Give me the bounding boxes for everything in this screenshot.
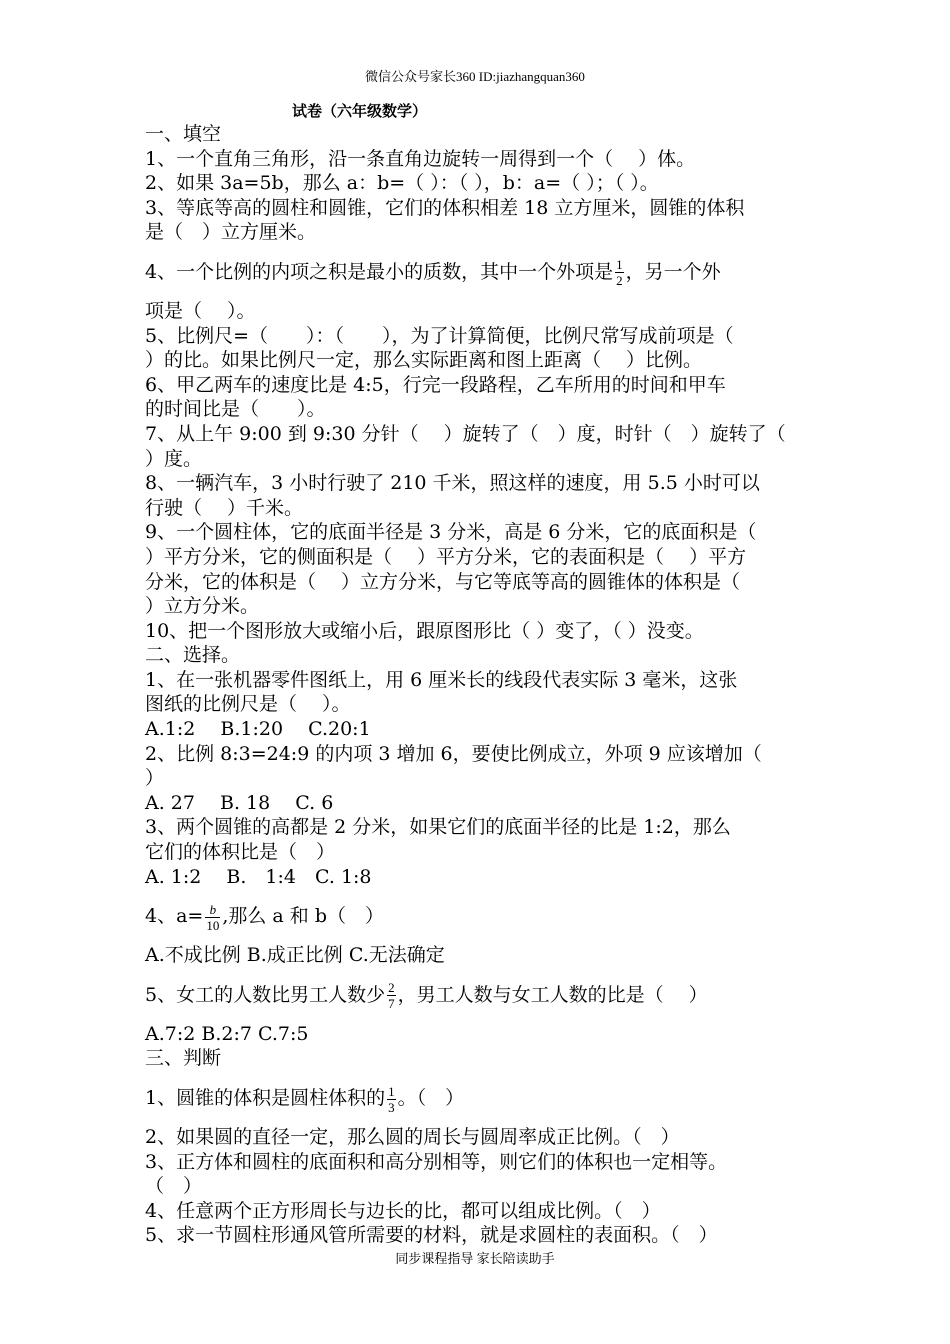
section-heading: 二、选择。: [145, 644, 241, 667]
answer-options: A.1:2 B.1:20 C.20:1: [145, 718, 371, 741]
question-text: 的时间比是（ ）。: [145, 398, 326, 421]
answer-options: A.不成比例 B.成正比例 C.无法确定: [145, 944, 445, 967]
question-fragment: ，另一个外: [625, 260, 721, 283]
question-text: 3、等底等高的圆柱和圆锥，它们的体积相差 18 立方厘米，圆锥的体积: [145, 196, 745, 219]
question-text: [145, 899, 813, 933]
variable-b: b: [209, 901, 217, 917]
fraction-numerator: 2: [388, 980, 395, 996]
question-fragment: 4、一个比例的内项之积是最小的质数，其中一个外项是: [145, 260, 614, 283]
question-text: ）: [145, 767, 165, 790]
question-fragment: ,那么 a 和 b（ ）: [222, 905, 384, 928]
question-text: ）立方分米。: [145, 595, 260, 618]
question-fragment: ，男工人数与女工人数的比是（ ）: [397, 983, 708, 1006]
question-text: 8、一辆汽车，3 小时行驶了 210 千米，照这样的速度，用 5.5 小时可以: [145, 472, 760, 495]
answer-options: A. 1:2 B. 1:4 C. 1:8: [145, 865, 372, 888]
question-text: 4、任意两个正方形周长与边长的比，都可以组成比例。（ ）: [145, 1199, 661, 1222]
question-text: 图纸的比例尺是（ ）。: [145, 693, 351, 716]
fraction-denominator: 2: [616, 273, 623, 289]
fraction-denominator: 10: [206, 917, 220, 933]
question-text: [145, 978, 813, 1012]
question-text: [145, 1081, 813, 1115]
section-heading: 三、判断: [145, 1047, 222, 1070]
answer-options: A.7:2 B.2:7 C.7:5: [145, 1022, 309, 1045]
fraction-denominator: 3: [388, 1099, 395, 1115]
question-text: 行驶（ ）千米。: [145, 496, 304, 519]
fraction-numerator: 1: [616, 257, 623, 273]
question-text: 7、从上午 9:00 到 9:30 分针（ ）旋转了（ ）度，时针（ ）旋转了（: [145, 422, 786, 445]
question-text: 6、甲乙两车的速度比是 4:5，行完一段路程，乙车所用的时间和甲车: [145, 373, 726, 396]
question-text: 10、把一个图形放大或缩小后，跟原图形比（ ）变了，（ ）没变。: [145, 619, 704, 642]
question-fragment: 5、女工的人数比男工人数少: [145, 983, 386, 1006]
fraction: [615, 257, 624, 288]
question-text: 它们的体积比是（ ）: [145, 841, 336, 864]
question-text: 2、如果圆的直径一定，那么圆的周长与圆周率成正比例。（ ）: [145, 1126, 680, 1148]
question-fragment: 。（ ）: [397, 1087, 465, 1109]
fraction-numerator: [205, 902, 220, 918]
question-fragment: 1、圆锥的体积是圆柱体积的: [145, 1087, 386, 1109]
fraction: [205, 902, 220, 933]
question-text: 项是（ ）。: [145, 299, 256, 322]
exam-title: 试卷（六年级数学）: [292, 102, 428, 120]
exam-content: [145, 122, 813, 1248]
question-text: 5、求一节圆柱形通风管所需要的材料，就是求圆柱的表面积。（ ）: [145, 1224, 718, 1247]
question-fragment: 4、a=: [145, 905, 204, 928]
question-text: 5、比例尺=（ ）：（ ），为了计算简便，比例尺常写成前项是（: [145, 324, 734, 347]
page-header: 微信公众号家长360 ID:jiazhangquan360: [365, 69, 585, 84]
question-text: 3、正方体和圆柱的底面积和高分别相等，则它们的体积也一定相等。: [145, 1150, 728, 1173]
section-heading: 一、填空: [145, 123, 222, 145]
question-text: 2、如果 3a=5b，那么 a：b=（ ）：（ ），b：a=（ ）；（ ）。: [145, 172, 659, 195]
question-text: ）平方分米，它的侧面积是（ ）平方分米，它的表面积是（ ）平方: [145, 545, 747, 568]
question-text: 3、两个圆锥的高都是 2 分米，如果它们的底面半径的比是 1:2，那么: [145, 816, 731, 839]
answer-options: A. 27 B. 18 C. 6: [145, 791, 334, 814]
fraction-numerator: 1: [388, 1083, 395, 1099]
fraction: [387, 1084, 396, 1115]
question-text: 是（ ）立方厘米。: [145, 221, 317, 244]
question-text: 分米，它的体积是（ ）立方分米，与它等底等高的圆锥体的体积是（: [145, 570, 741, 593]
question-text: 9、一个圆柱体，它的底面半径是 3 分米，高是 6 分米，它的底面积是（: [145, 521, 757, 544]
fraction-denominator: 7: [388, 996, 395, 1012]
question-text: 1、在一张机器零件图纸上，用 6 厘米长的线段代表实际 3 毫米，这张: [145, 668, 738, 691]
question-text: [145, 255, 813, 289]
question-text: 1、一个直角三角形，沿一条直角边旋转一周得到一个（ ）体。: [145, 147, 696, 170]
page-footer: 同步课程指导 家长陪读助手: [395, 1251, 555, 1266]
fraction: [387, 980, 396, 1011]
question-text: （ ）: [145, 1175, 203, 1198]
question-text: ）的比。如果比例尺一定，那么实际距离和图上距离（ ）比例。: [145, 349, 703, 372]
question-text: 2、比例 8:3=24:9 的内项 3 增加 6，要使比例成立，外项 9 应该增加（: [145, 742, 762, 765]
question-text: ）度。: [145, 447, 203, 470]
